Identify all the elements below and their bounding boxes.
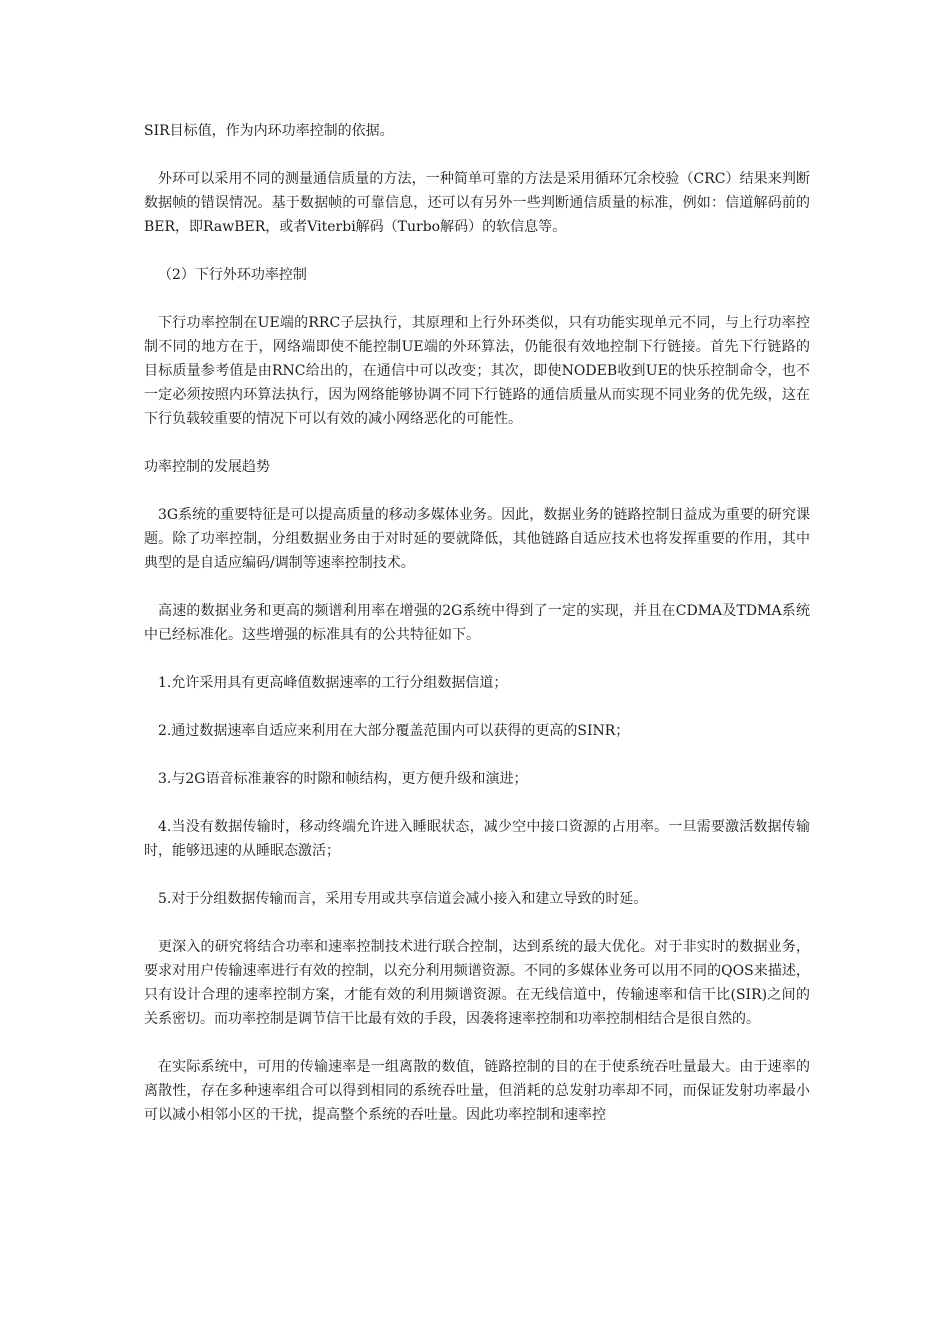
list-item-3: 3.与2G语音标准兼容的时隙和帧结构，更方便升级和演进； bbox=[158, 771, 528, 787]
list-item-1: 1.允许采用具有更高峰值数据速率的工行分组数据信道； bbox=[158, 675, 508, 691]
paragraph-discrete-rates: 在实际系统中，可用的传输速率是一组离散的数值，链路控制的目的在于使系统吞吐量最大。由于速率的离散性，存在多种速率组合可以得到相同的系统吞吐量，但消耗的总发射功率却不同，而保证发射功率最小可以减小相邻小区的干扰，提高整个系统的吞吐量。因此功率控制和速率控 bbox=[144, 1059, 810, 1123]
paragraph-joint-control: 更深入的研究将结合功率和速率控制技术进行联合控制，达到系统的最大优化。对于非实时的数据业务，要求对用户传输速率进行有效的控制，以充分利用频谱资源。不同的多媒体业务可以用不同的QOS来描述，只有设计合理的速率控制方案，才能有效的利用频谱资源。在无线信道中，传输速率和信干比(SIR)之间的关系密切。而功率控制是调节信干比最有效的手段，因袭将速率控制和功率控制相结合是很自然的。 bbox=[144, 939, 810, 1027]
section-heading-downlink-outer-loop: （2）下行外环功率控制 bbox=[158, 267, 307, 283]
paragraph-outer-loop-methods: 外环可以采用不同的测量通信质量的方法，一种简单可靠的方法是采用循环冗余校验（CRC）结果来判断数据帧的错误情况。基于数据帧的可靠信息，还可以有另外一些判断通信质量的标准，例如：信道解码前的BER，即RawBER，或者Viterbi解码（Turbo解码）的软信息等。 bbox=[144, 171, 810, 235]
paragraph-2g-enhancements: 高速的数据业务和更高的频谱利用率在增强的2G系统中得到了一定的实现，并且在CDMA及TDMA系统中已经标准化。这些增强的标准具有的公共特征如下。 bbox=[144, 603, 810, 643]
list-item-5: 5.对于分组数据传输而言，采用专用或共享信道会减小接入和建立导致的时延。 bbox=[158, 891, 648, 907]
list-item-2: 2.通过数据速率自适应来利用在大部分覆盖范围内可以获得的更高的SINR； bbox=[158, 723, 630, 739]
paragraph-sir-target: SIR目标值，作为内环功率控制的依据。 bbox=[144, 123, 394, 139]
document-page bbox=[144, 119, 810, 1151]
list-item-4: 4.当没有数据传输时，移动终端允许进入睡眠状态，减少空中接口资源的占用率。一旦需要激活数据传输时，能够迅速的从睡眠态激活； bbox=[144, 819, 810, 859]
paragraph-3g-features: 3G系统的重要特征是可以提高质量的移动多媒体业务。因此，数据业务的链路控制日益成为重要的研究课题。除了功率控制，分组数据业务由于对时延的要就降低，其他链路自适应技术也将发挥重要的作用，其中典型的是自适应编码/调制等速率控制技术。 bbox=[144, 507, 810, 571]
section-heading-development-trend: 功率控制的发展趋势 bbox=[144, 459, 270, 475]
paragraph-downlink-power-control: 下行功率控制在UE端的RRC子层执行，其原理和上行外环类似，只有功能实现单元不同，与上行功率控制不同的地方在于，网络端即使不能控制UE端的外环算法，仍能很有效地控制下行链接。首先下行链路的目标质量参考值是由RNC给出的，在通信中可以改变；其次，即使NODEB收到UE的快乐控制命令，也不一定必须按照内环算法执行，因为网络能够协调不同下行链路的通信质量从而实现不同业务的优先级，这在下行负载较重要的情况下可以有效的减小网络恶化的可能性。 bbox=[144, 315, 810, 427]
